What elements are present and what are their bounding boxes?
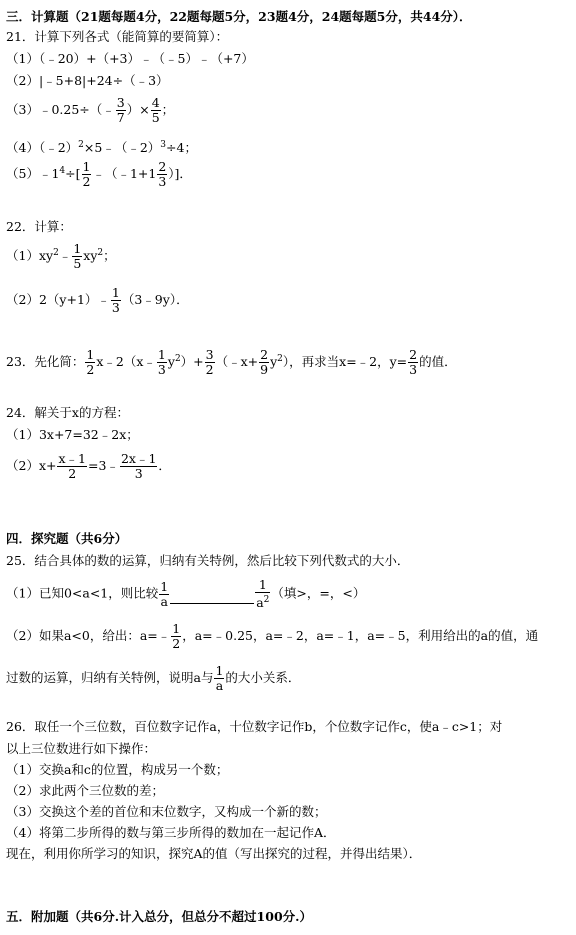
fraction: $\frac{1}{2}$ bbox=[86, 347, 95, 377]
fraction: $\frac{1}{a}$ bbox=[160, 578, 169, 609]
q26-step3: （3）交换这个差的首位和末位数字，又构成一个新的数； bbox=[6, 804, 327, 819]
q26-step4: （4）将第二步所得的数与第三步所得的数加在一起记作A． bbox=[6, 825, 336, 840]
section-4-title: 四．探究题（共6分） bbox=[6, 531, 128, 546]
q26-step1: （1）交换a和c的位置，构成另一个数； bbox=[6, 762, 229, 777]
fraction: $\frac{2}{3}$ bbox=[409, 347, 418, 377]
q25-part2: （2）如果a<0，给出：a=﹣ $\frac{1}{2}$ ，a=﹣0.25，a=﹣2，a=﹣1，a=﹣5，利用给出的a的值，通 bbox=[6, 621, 539, 651]
q25-part1: （1）已知0<a<1，则比较 $\frac{1}{a}$ $\frac{1}{a^2}$ （填>，=，<） bbox=[6, 577, 366, 611]
q21-part2: （2）|﹣5+8|+24÷（﹣3） bbox=[6, 73, 169, 88]
q21-part4: （4）（﹣2）$^2$×5﹣（﹣2）$^3$÷4； bbox=[6, 140, 197, 156]
section-3-title: 三．计算题（21题每题4分，22题每题5分，23题4分，24题每题5分，共44分）． bbox=[6, 9, 472, 24]
q21-part5: $(5)﹣1^4\div$[ $\frac{1}{2}$ ﹣（﹣1+1 $\frac{2}{3}$ ）]． bbox=[6, 159, 192, 189]
q26-line2: 以上三位数进行如下操作： bbox=[6, 741, 157, 756]
q22-part1: $(1)xy^2﹣$ $\frac{1}{5}$ $xy^2$； bbox=[6, 241, 116, 271]
q24-stem: 24．解关于x的方程： bbox=[6, 405, 129, 420]
fraction: $\frac{3}{7}$ bbox=[116, 95, 125, 125]
fraction: $\frac{1}{3}$ bbox=[111, 285, 120, 315]
fraction: $\frac{x﹣1}{2}$ bbox=[58, 451, 86, 481]
q21-part1: （1）（﹣20）+（+3）﹣（﹣5）﹣（+7） bbox=[6, 51, 254, 66]
fraction: $\frac{1}{2}$ bbox=[172, 621, 181, 651]
q24-part2: （2）x+ $\frac{x﹣1}{2}$ =3﹣ $\frac{2x﹣1}{3}$ ． bbox=[6, 451, 171, 481]
q26-line1: 26．取任一个三位数，百位数字记作a，十位数字记作b，个位数字记作c，使a﹣c>1；对 bbox=[6, 719, 503, 734]
section-5-title: 五．附加题（共6分.计入总分，但总分不超过100分.） bbox=[6, 909, 312, 924]
fraction: $\frac{1}{3}$ bbox=[157, 347, 166, 377]
fraction: $\frac{2}{3}$ bbox=[158, 159, 167, 189]
fraction: $\frac{4}{5}$ bbox=[151, 95, 160, 125]
fraction: $\frac{1}{a}$ bbox=[215, 663, 224, 693]
fraction: $\frac{2}{9}$ bbox=[260, 347, 269, 377]
fraction: $\frac{3}{2}$ bbox=[205, 347, 214, 377]
q26-task: 现在，利用你所学习的知识，探究A的值（写出探究的过程，并得出结果）． bbox=[6, 846, 422, 861]
q21-stem: 21．计算下列各式（能简算的要简算）： bbox=[6, 29, 229, 44]
q26-step2: （2）求此两个三位数的差； bbox=[6, 783, 164, 798]
q25-stem: 25．结合具体的数的运算，归纳有关特例，然后比较下列代数式的大小． bbox=[6, 553, 410, 568]
fraction: $\frac{1}{5}$ bbox=[73, 241, 82, 271]
answer-blank[interactable] bbox=[170, 591, 254, 604]
q21-part3: （3）﹣0.25÷（﹣ $\frac{3}{7}$ ）× $\frac{4}{5}$ ； bbox=[6, 95, 175, 125]
q25-part3: 过数的运算，归纳有关特例，说明a与 $\frac{1}{a}$ 的大小关系． bbox=[6, 663, 301, 693]
fraction: $\frac{1}{a^2}$ bbox=[256, 577, 270, 611]
fraction: $\frac{1}{2}$ bbox=[82, 159, 91, 189]
q22-stem: 22．计算： bbox=[6, 219, 72, 234]
q24-part1: （1）3x+7=32﹣2x； bbox=[6, 427, 139, 442]
q22-part2: （2）2（y+1）﹣ $\frac{1}{3}$ （3﹣9y）． bbox=[6, 285, 189, 315]
q23-line: 23．先化简： $\frac{1}{2}$ x﹣2（x﹣ $\frac{1}{3}$ $y^2)+$ $\frac{3}{2}$ （﹣x+ $\frac{2}{9}$ $y^2$），再求当x=﹣2，y= $\frac{2}{3}$ 的值． bbox=[6, 347, 457, 377]
fraction: $\frac{2x﹣1}{3}$ bbox=[120, 451, 157, 481]
